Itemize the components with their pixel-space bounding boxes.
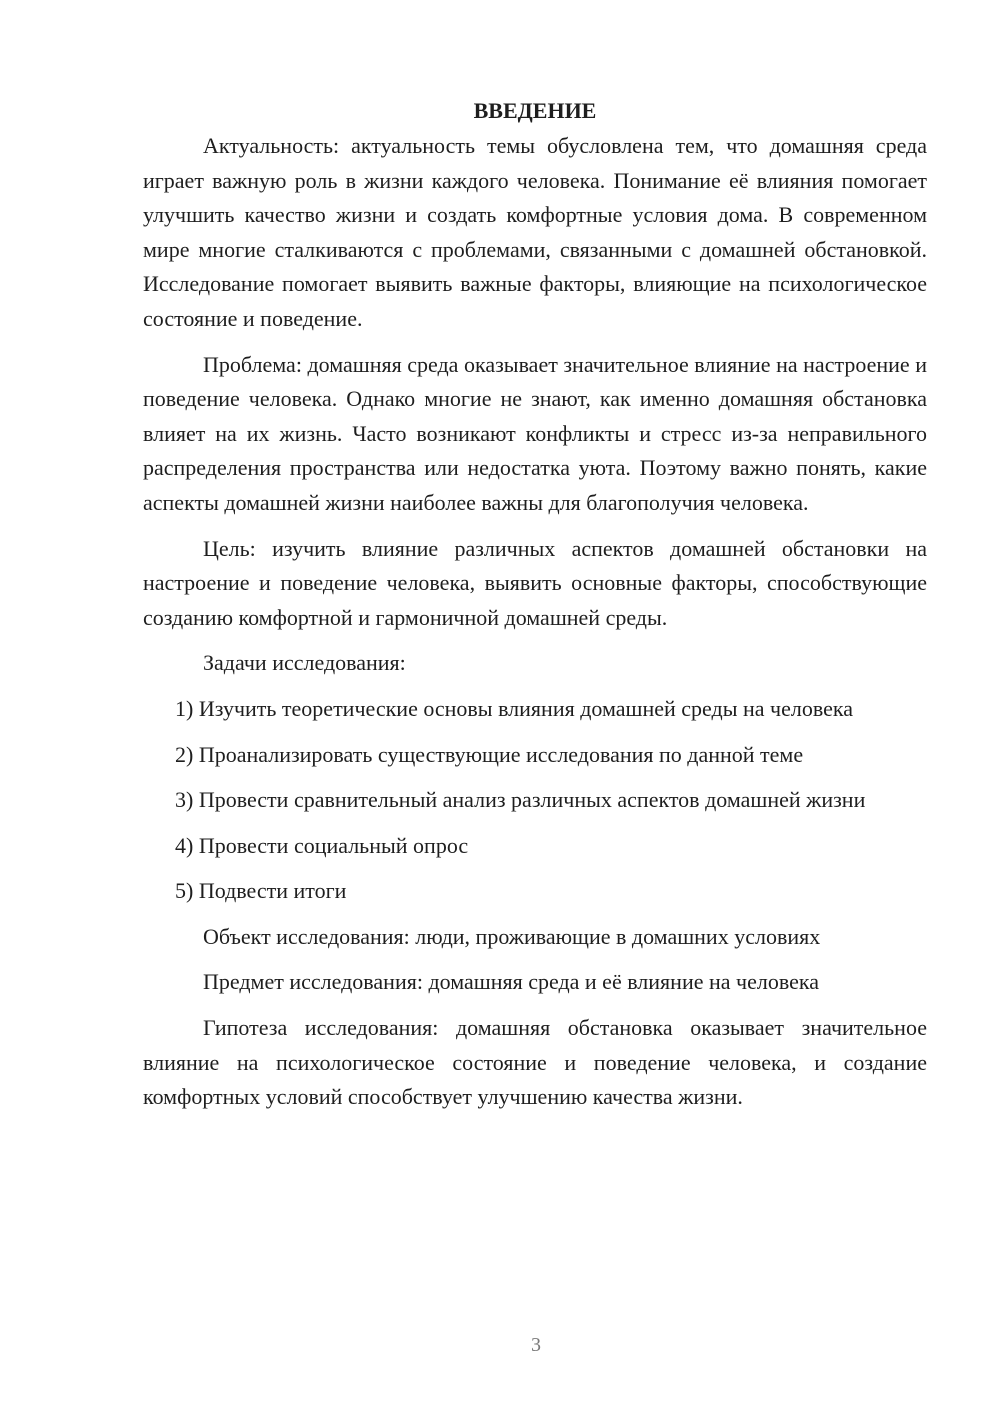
paragraph-relevance: Актуальность: актуальность темы обусловлена тем, что домашняя среда играет важную роль в жизни каждого человека. Понимание её влияния помогает улучшить качество жизни и создать комфортные условия дома. В современном мире многие сталкиваются с проблемами, связанными с домашней обстановкой. Исследование помогает выявить важные факторы, влияющие на психологическое состояние и поведение. bbox=[143, 133, 927, 331]
task-item: 5) Подвести итоги bbox=[175, 878, 347, 904]
page-number: 3 bbox=[531, 1334, 541, 1356]
paragraph-tasks-heading: Задачи исследования: bbox=[203, 650, 406, 676]
task-item: 4) Провести социальный опрос bbox=[175, 832, 469, 858]
task-item: 2) Проанализировать существующие исследования по данной теме bbox=[175, 741, 804, 767]
task-item: 1) Изучить теоретические основы влияния домашней среды на человека bbox=[175, 695, 853, 721]
paragraph-object: Объект исследования: люди, проживающие в домашних условиях bbox=[203, 923, 821, 949]
section-title: ВВЕДЕНИЕ bbox=[473, 98, 597, 123]
paragraph-subject: Предмет исследования: домашняя среда и её влияние на человека bbox=[203, 969, 819, 995]
task-item: 3) Провести сравнительный анализ различных аспектов домашней жизни bbox=[175, 787, 866, 813]
page-content bbox=[143, 94, 927, 1115]
tasks-list bbox=[143, 692, 927, 909]
paragraph-hypothesis: Гипотеза исследования: домашняя обстановка оказывает значительное влияние на психологическое состояние и поведение человека, и создание комфортных условий способствует улучшению качества жизни. bbox=[143, 1015, 927, 1110]
paragraph-goal: Цель: изучить влияние различных аспектов домашней обстановки на настроение и поведение человека, выявить основные факторы, способствующие созданию комфортной и гармоничной домашней среды. bbox=[143, 535, 927, 630]
paragraph-problem: Проблема: домашняя среда оказывает значительное влияние на настроение и поведение человека. Однако многие не знают, как именно домашняя обстановка влияет на их жизнь. Часто возникают конфликты и стресс из-за неправильного распределения пространства или недостатка уюта. Поэтому важно понять, какие аспекты домашней жизни наиболее важны для благополучия человека. bbox=[143, 351, 927, 515]
